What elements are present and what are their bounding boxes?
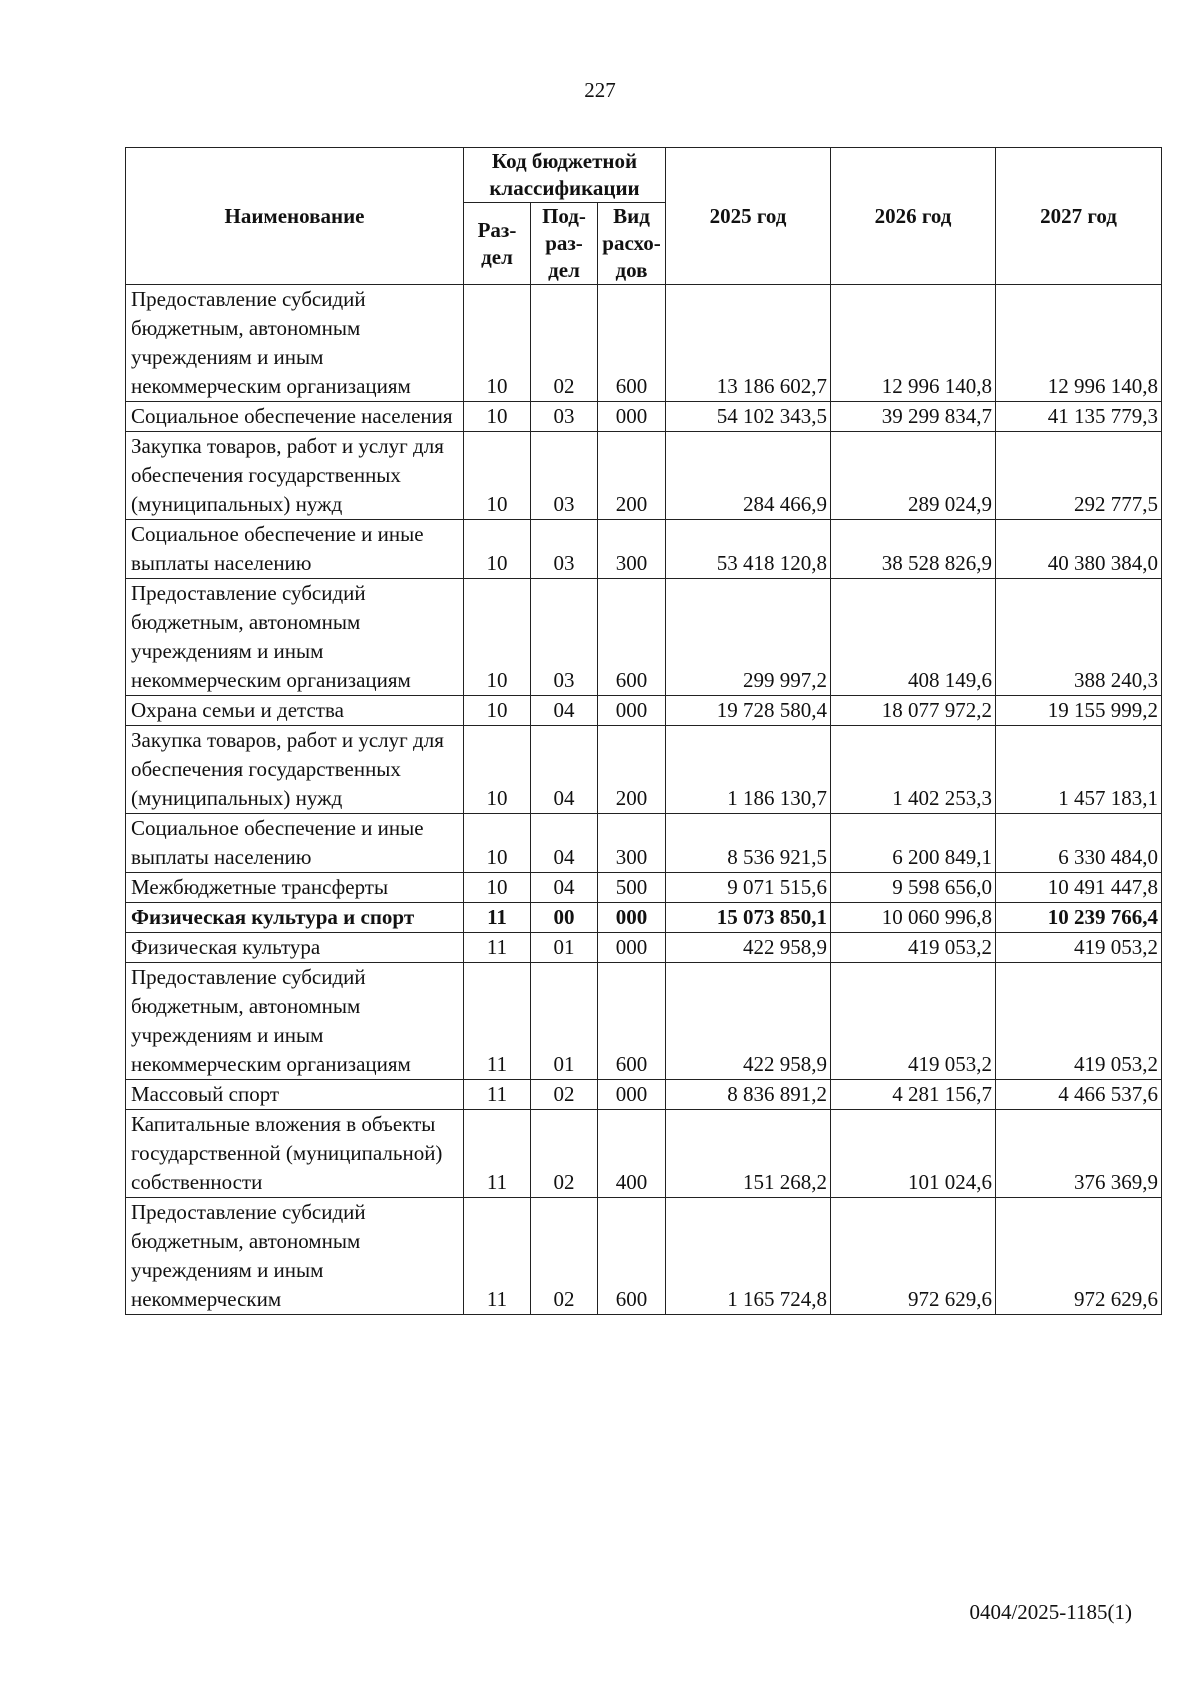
row-section: 10	[464, 873, 531, 903]
table-row-section-total	[126, 903, 1162, 933]
document-code: 0404/2025-1185(1)	[969, 1600, 1132, 1624]
row-expense-type: 300	[598, 520, 666, 579]
row-value-2025: 8 836 891,2	[666, 1080, 831, 1110]
row-value-2027: 40 380 384,0	[996, 520, 1162, 579]
row-value-2027: 1 457 183,1	[996, 726, 1162, 814]
row-subsection: 01	[531, 933, 598, 963]
row-name: Массовый спорт	[126, 1080, 464, 1110]
row-value-2026: 4 281 156,7	[831, 1080, 996, 1110]
row-value-2026: 1 402 253,3	[831, 726, 996, 814]
row-subsection: 01	[531, 963, 598, 1080]
table-row	[126, 285, 1162, 402]
row-subsection: 03	[531, 402, 598, 432]
row-section: 11	[464, 1080, 531, 1110]
row-expense-type: 000	[598, 903, 666, 933]
row-value-2027: 10 491 447,8	[996, 873, 1162, 903]
row-value-2027: 4 466 537,6	[996, 1080, 1162, 1110]
row-expense-type: 600	[598, 963, 666, 1080]
row-value-2025: 299 997,2	[666, 579, 831, 696]
row-value-2025: 8 536 921,5	[666, 814, 831, 873]
row-value-2026: 408 149,6	[831, 579, 996, 696]
header-code-group: Код бюджетной классификации	[464, 148, 666, 203]
row-section: 10	[464, 814, 531, 873]
row-subsection: 03	[531, 520, 598, 579]
row-name: Закупка товаров, работ и услуг для обеспечения государственных (муниципальных) нужд	[126, 432, 464, 520]
row-section: 10	[464, 520, 531, 579]
row-value-2025: 1 165 724,8	[666, 1198, 831, 1315]
page-number: 227	[584, 78, 616, 102]
header-row-top	[126, 148, 1162, 203]
row-section: 11	[464, 1198, 531, 1315]
row-section: 11	[464, 1110, 531, 1198]
row-value-2027: 10 239 766,4	[996, 903, 1162, 933]
row-value-2027: 972 629,6	[996, 1198, 1162, 1315]
row-expense-type: 400	[598, 1110, 666, 1198]
row-name: Социальное обеспечение и иные выплаты населению	[126, 520, 464, 579]
row-value-2025: 1 186 130,7	[666, 726, 831, 814]
row-section: 10	[464, 726, 531, 814]
row-value-2027: 19 155 999,2	[996, 696, 1162, 726]
row-value-2026: 38 528 826,9	[831, 520, 996, 579]
row-value-2025: 9 071 515,6	[666, 873, 831, 903]
row-subsection: 02	[531, 285, 598, 402]
row-value-2025: 422 958,9	[666, 963, 831, 1080]
table-row	[126, 873, 1162, 903]
row-section: 11	[464, 963, 531, 1080]
row-name: Физическая культура и спорт	[126, 903, 464, 933]
row-value-2027: 419 053,2	[996, 963, 1162, 1080]
row-name: Предоставление субсидий бюджетным, автономным учреждениям и иным некоммерческим	[126, 1198, 464, 1315]
header-expense-type: Вид расхо-дов	[598, 203, 666, 285]
row-value-2025: 284 466,9	[666, 432, 831, 520]
row-value-2026: 9 598 656,0	[831, 873, 996, 903]
row-value-2026: 419 053,2	[831, 933, 996, 963]
row-value-2027: 388 240,3	[996, 579, 1162, 696]
row-expense-type: 600	[598, 1198, 666, 1315]
row-expense-type: 200	[598, 432, 666, 520]
row-value-2026: 972 629,6	[831, 1198, 996, 1315]
row-name: Предоставление субсидий бюджетным, автономным учреждениям и иным некоммерческим организациям	[126, 963, 464, 1080]
row-value-2026: 10 060 996,8	[831, 903, 996, 933]
row-expense-type: 600	[598, 285, 666, 402]
row-section: 10	[464, 402, 531, 432]
row-expense-type: 200	[598, 726, 666, 814]
budget-table	[125, 147, 1162, 1315]
table-row	[126, 933, 1162, 963]
row-value-2026: 6 200 849,1	[831, 814, 996, 873]
row-value-2027: 376 369,9	[996, 1110, 1162, 1198]
row-name: Предоставление субсидий бюджетным, автономным учреждениям и иным некоммерческим организациям	[126, 285, 464, 402]
row-value-2025: 53 418 120,8	[666, 520, 831, 579]
row-value-2027: 419 053,2	[996, 933, 1162, 963]
table-row	[126, 726, 1162, 814]
row-expense-type: 500	[598, 873, 666, 903]
row-subsection: 04	[531, 814, 598, 873]
row-name: Охрана семьи и детства	[126, 696, 464, 726]
row-expense-type: 000	[598, 402, 666, 432]
header-subsection: Под-раз-дел	[531, 203, 598, 285]
row-subsection: 04	[531, 726, 598, 814]
table-row	[126, 1110, 1162, 1198]
row-value-2026: 289 024,9	[831, 432, 996, 520]
row-value-2025: 151 268,2	[666, 1110, 831, 1198]
row-expense-type: 600	[598, 579, 666, 696]
table-row	[126, 814, 1162, 873]
header-year-2027: 2027 год	[996, 148, 1162, 285]
row-expense-type: 000	[598, 1080, 666, 1110]
table-row	[126, 579, 1162, 696]
row-subsection: 04	[531, 696, 598, 726]
row-name: Капитальные вложения в объекты государственной (муниципальной) собственности	[126, 1110, 464, 1198]
row-value-2025: 19 728 580,4	[666, 696, 831, 726]
row-value-2027: 292 777,5	[996, 432, 1162, 520]
table-row	[126, 402, 1162, 432]
row-value-2025: 422 958,9	[666, 933, 831, 963]
row-subsection: 03	[531, 432, 598, 520]
row-value-2026: 12 996 140,8	[831, 285, 996, 402]
row-name: Предоставление субсидий бюджетным, автономным учреждениям и иным некоммерческим организациям	[126, 579, 464, 696]
row-section: 10	[464, 432, 531, 520]
row-name: Социальное обеспечение населения	[126, 402, 464, 432]
table-row	[126, 432, 1162, 520]
row-expense-type: 000	[598, 933, 666, 963]
table-row	[126, 520, 1162, 579]
row-name: Социальное обеспечение и иные выплаты населению	[126, 814, 464, 873]
row-name: Межбюджетные трансферты	[126, 873, 464, 903]
header-year-2025: 2025 год	[666, 148, 831, 285]
row-name: Физическая культура	[126, 933, 464, 963]
table-row	[126, 963, 1162, 1080]
row-name: Закупка товаров, работ и услуг для обеспечения государственных (муниципальных) нужд	[126, 726, 464, 814]
row-subsection: 02	[531, 1110, 598, 1198]
row-subsection: 02	[531, 1198, 598, 1315]
row-expense-type: 000	[598, 696, 666, 726]
row-subsection: 00	[531, 903, 598, 933]
row-section: 10	[464, 579, 531, 696]
row-section: 11	[464, 903, 531, 933]
header-name: Наименование	[126, 148, 464, 285]
row-value-2026: 419 053,2	[831, 963, 996, 1080]
row-subsection: 02	[531, 1080, 598, 1110]
header-year-2026: 2026 год	[831, 148, 996, 285]
row-value-2027: 6 330 484,0	[996, 814, 1162, 873]
row-value-2025: 13 186 602,7	[666, 285, 831, 402]
table-row	[126, 1080, 1162, 1110]
row-value-2026: 101 024,6	[831, 1110, 996, 1198]
header-section: Раз-дел	[464, 203, 531, 285]
row-section: 10	[464, 696, 531, 726]
row-section: 11	[464, 933, 531, 963]
row-value-2027: 41 135 779,3	[996, 402, 1162, 432]
row-subsection: 03	[531, 579, 598, 696]
row-section: 10	[464, 285, 531, 402]
row-value-2026: 18 077 972,2	[831, 696, 996, 726]
table-row	[126, 696, 1162, 726]
row-value-2026: 39 299 834,7	[831, 402, 996, 432]
row-value-2025: 54 102 343,5	[666, 402, 831, 432]
row-subsection: 04	[531, 873, 598, 903]
table-row	[126, 1198, 1162, 1315]
row-value-2025: 15 073 850,1	[666, 903, 831, 933]
row-value-2027: 12 996 140,8	[996, 285, 1162, 402]
row-expense-type: 300	[598, 814, 666, 873]
